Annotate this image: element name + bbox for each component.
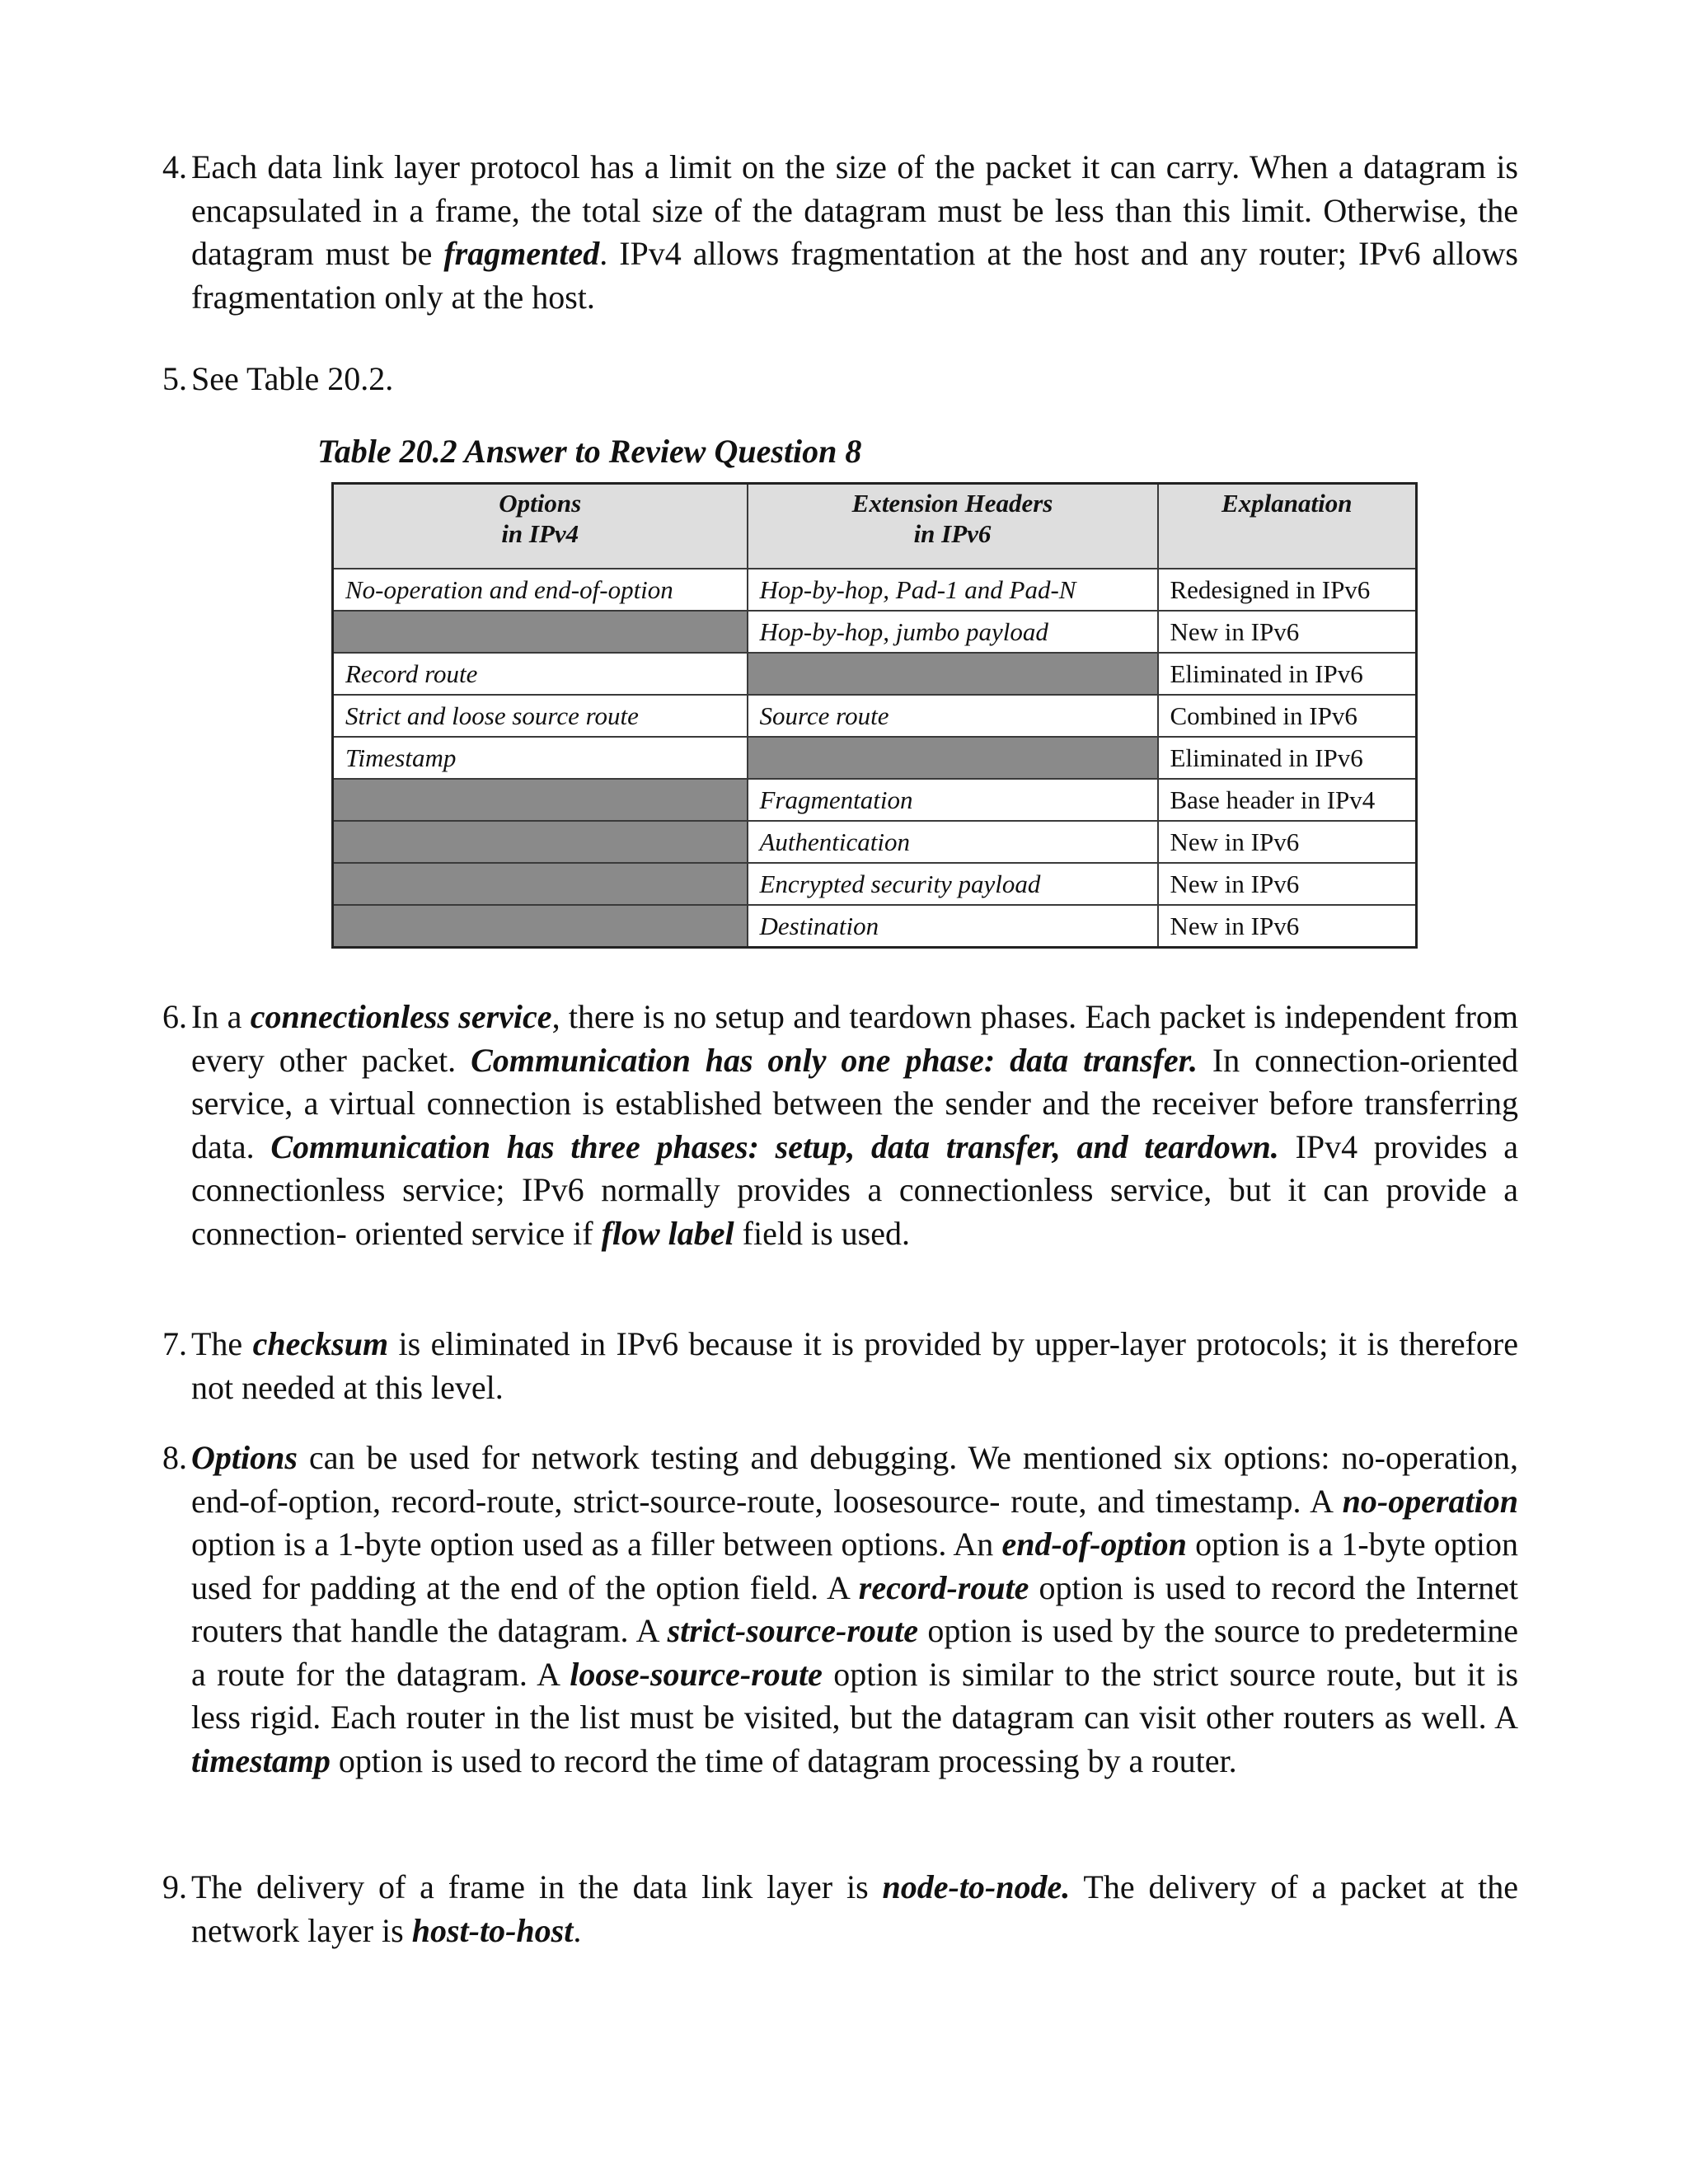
table-row <box>333 779 1417 821</box>
key-term: host-to-host <box>411 1911 574 1949</box>
answer-text: The checksum is eliminated in IPv6 because it is provided by upper-layer protocols; it is therefore not needed at this level. <box>191 1325 1518 1406</box>
table-row <box>333 821 1417 863</box>
cell-explanation: Combined in IPv6 <box>1158 695 1417 737</box>
cell-explanation: Eliminated in IPv6 <box>1158 653 1417 695</box>
key-term: Communication has only one phase: data transfer. <box>471 1041 1198 1079</box>
cell-ipv4-option: Timestamp <box>333 737 748 779</box>
key-term: timestamp <box>191 1741 331 1779</box>
item-number: 6. <box>162 998 187 1035</box>
cell-ipv4-option: Record route <box>333 653 748 695</box>
item-number: 5. <box>162 360 187 397</box>
answer-item-7 <box>162 1323 1518 1409</box>
cell-empty-shaded <box>748 737 1158 779</box>
cell-explanation: New in IPv6 <box>1158 863 1417 905</box>
answer-text: Each data link layer protocol has a limit on the size of the packet it can carry. When a datagram is encapsulated in a frame, the total size of the datagram must be less than this limit. Otherwise, the datagram must be fragmented. IPv4 allows fragmentation at the host and any router; IPv6 allows fragmentation only at the host. <box>191 148 1518 316</box>
cell-empty-shaded <box>333 611 748 653</box>
key-term: strict-source-route <box>667 1612 919 1649</box>
cell-empty-shaded <box>333 821 748 863</box>
cell-ipv6-header: Destination <box>748 905 1158 948</box>
key-term: Options <box>191 1439 298 1476</box>
cell-explanation: New in IPv6 <box>1158 611 1417 653</box>
cell-empty-shaded <box>333 905 748 948</box>
cell-ipv6-header: Encrypted security payload <box>748 863 1158 905</box>
item-number: 8. <box>162 1439 187 1476</box>
table-caption: Table 20.2 Answer to Review Question 8 <box>317 433 862 470</box>
answer-item-4 <box>162 146 1518 319</box>
table-row <box>333 695 1417 737</box>
cell-ipv4-option: No-operation and end-of-option <box>333 569 748 611</box>
answer-text: In a connectionless service, there is no setup and teardown phases. Each packet is independent from every other packet. Communication has only one phase: data transfer. In connection-oriented service, a virtual connection is established between the sender and the receiver before transferring data. Communication has three phases: setup, data transfer, and teardown. IPv4 provides a connectionless service; IPv6 normally provides a connectionless service, but it can provide a connection- oriented service if flow label field is used. <box>191 998 1519 1252</box>
answer-text: See Table 20.2. <box>191 360 394 397</box>
table-row <box>333 905 1417 948</box>
cell-ipv4-option: Strict and loose source route <box>333 695 748 737</box>
cell-explanation: New in IPv6 <box>1158 905 1417 948</box>
cell-ipv6-header: Fragmentation <box>748 779 1158 821</box>
key-term: record-route <box>858 1568 1029 1606</box>
answer-item-8 <box>162 1436 1519 1783</box>
key-term: flow label <box>601 1214 734 1252</box>
answer-item-9 <box>162 1866 1518 1952</box>
key-term: node-to-node. <box>882 1868 1071 1905</box>
table-row <box>333 569 1417 611</box>
key-term: fragmented <box>443 235 600 272</box>
table-header-row <box>333 484 1417 569</box>
cell-explanation: Redesigned in IPv6 <box>1158 569 1417 611</box>
item-number: 4. <box>162 148 187 185</box>
item-number: 7. <box>162 1325 187 1362</box>
table-row <box>333 737 1417 779</box>
item-number: 9. <box>162 1868 187 1905</box>
table-row <box>333 863 1417 905</box>
key-term: no-operation <box>1342 1482 1518 1520</box>
column-header-extension-headers: Extension Headers in IPv6 <box>748 484 1158 569</box>
answer-text: The delivery of a frame in the data link layer is node-to-node. The delivery of a packet at the network layer is host-to-host. <box>191 1868 1518 1949</box>
cell-empty-shaded <box>333 779 748 821</box>
cell-ipv6-header: Hop-by-hop, jumbo payload <box>748 611 1158 653</box>
key-term: end-of-option <box>1001 1526 1187 1563</box>
answer-item-5 <box>162 358 1518 401</box>
cell-explanation: Base header in IPv4 <box>1158 779 1417 821</box>
column-header-options: Options in IPv4 <box>333 484 748 569</box>
cell-explanation: New in IPv6 <box>1158 821 1417 863</box>
key-term: Communication has three phases: setup, data transfer, and teardown. <box>270 1127 1279 1165</box>
key-term: connectionless service <box>250 998 552 1035</box>
cell-ipv6-header: Hop-by-hop, Pad-1 and Pad-N <box>748 569 1158 611</box>
cell-ipv6-header: Authentication <box>748 821 1158 863</box>
cell-explanation: Eliminated in IPv6 <box>1158 737 1417 779</box>
table-row <box>333 653 1417 695</box>
cell-ipv6-header: Source route <box>748 695 1158 737</box>
ipv4-ipv6-options-table <box>331 482 1418 949</box>
cell-empty-shaded <box>333 863 748 905</box>
table-row <box>333 611 1417 653</box>
key-term: checksum <box>252 1325 389 1362</box>
answer-item-6 <box>162 996 1519 1255</box>
key-term: loose-source-route <box>570 1655 823 1693</box>
column-header-explanation: Explanation <box>1158 484 1417 569</box>
answer-text: Options can be used for network testing and debugging. We mentioned six options: no-operation, end-of-option, record-route, strict-source-route, loosesource- route, and timestamp. A no-operation option is a 1-byte option used as a filler between options. An end-of-option option is a 1-byte option used for padding at the end of the option field. A record-route option is used to record the Internet routers that handle the datagram. A strict-source-route option is used by the source to predetermine a route for the datagram. A loose-source-route option is similar to the strict source route, but it is less rigid. Each router in the list must be visited, but the datagram can visit other routers as well. A timestamp option is used to record the time of datagram processing by a router. <box>191 1439 1519 1779</box>
cell-empty-shaded <box>748 653 1158 695</box>
